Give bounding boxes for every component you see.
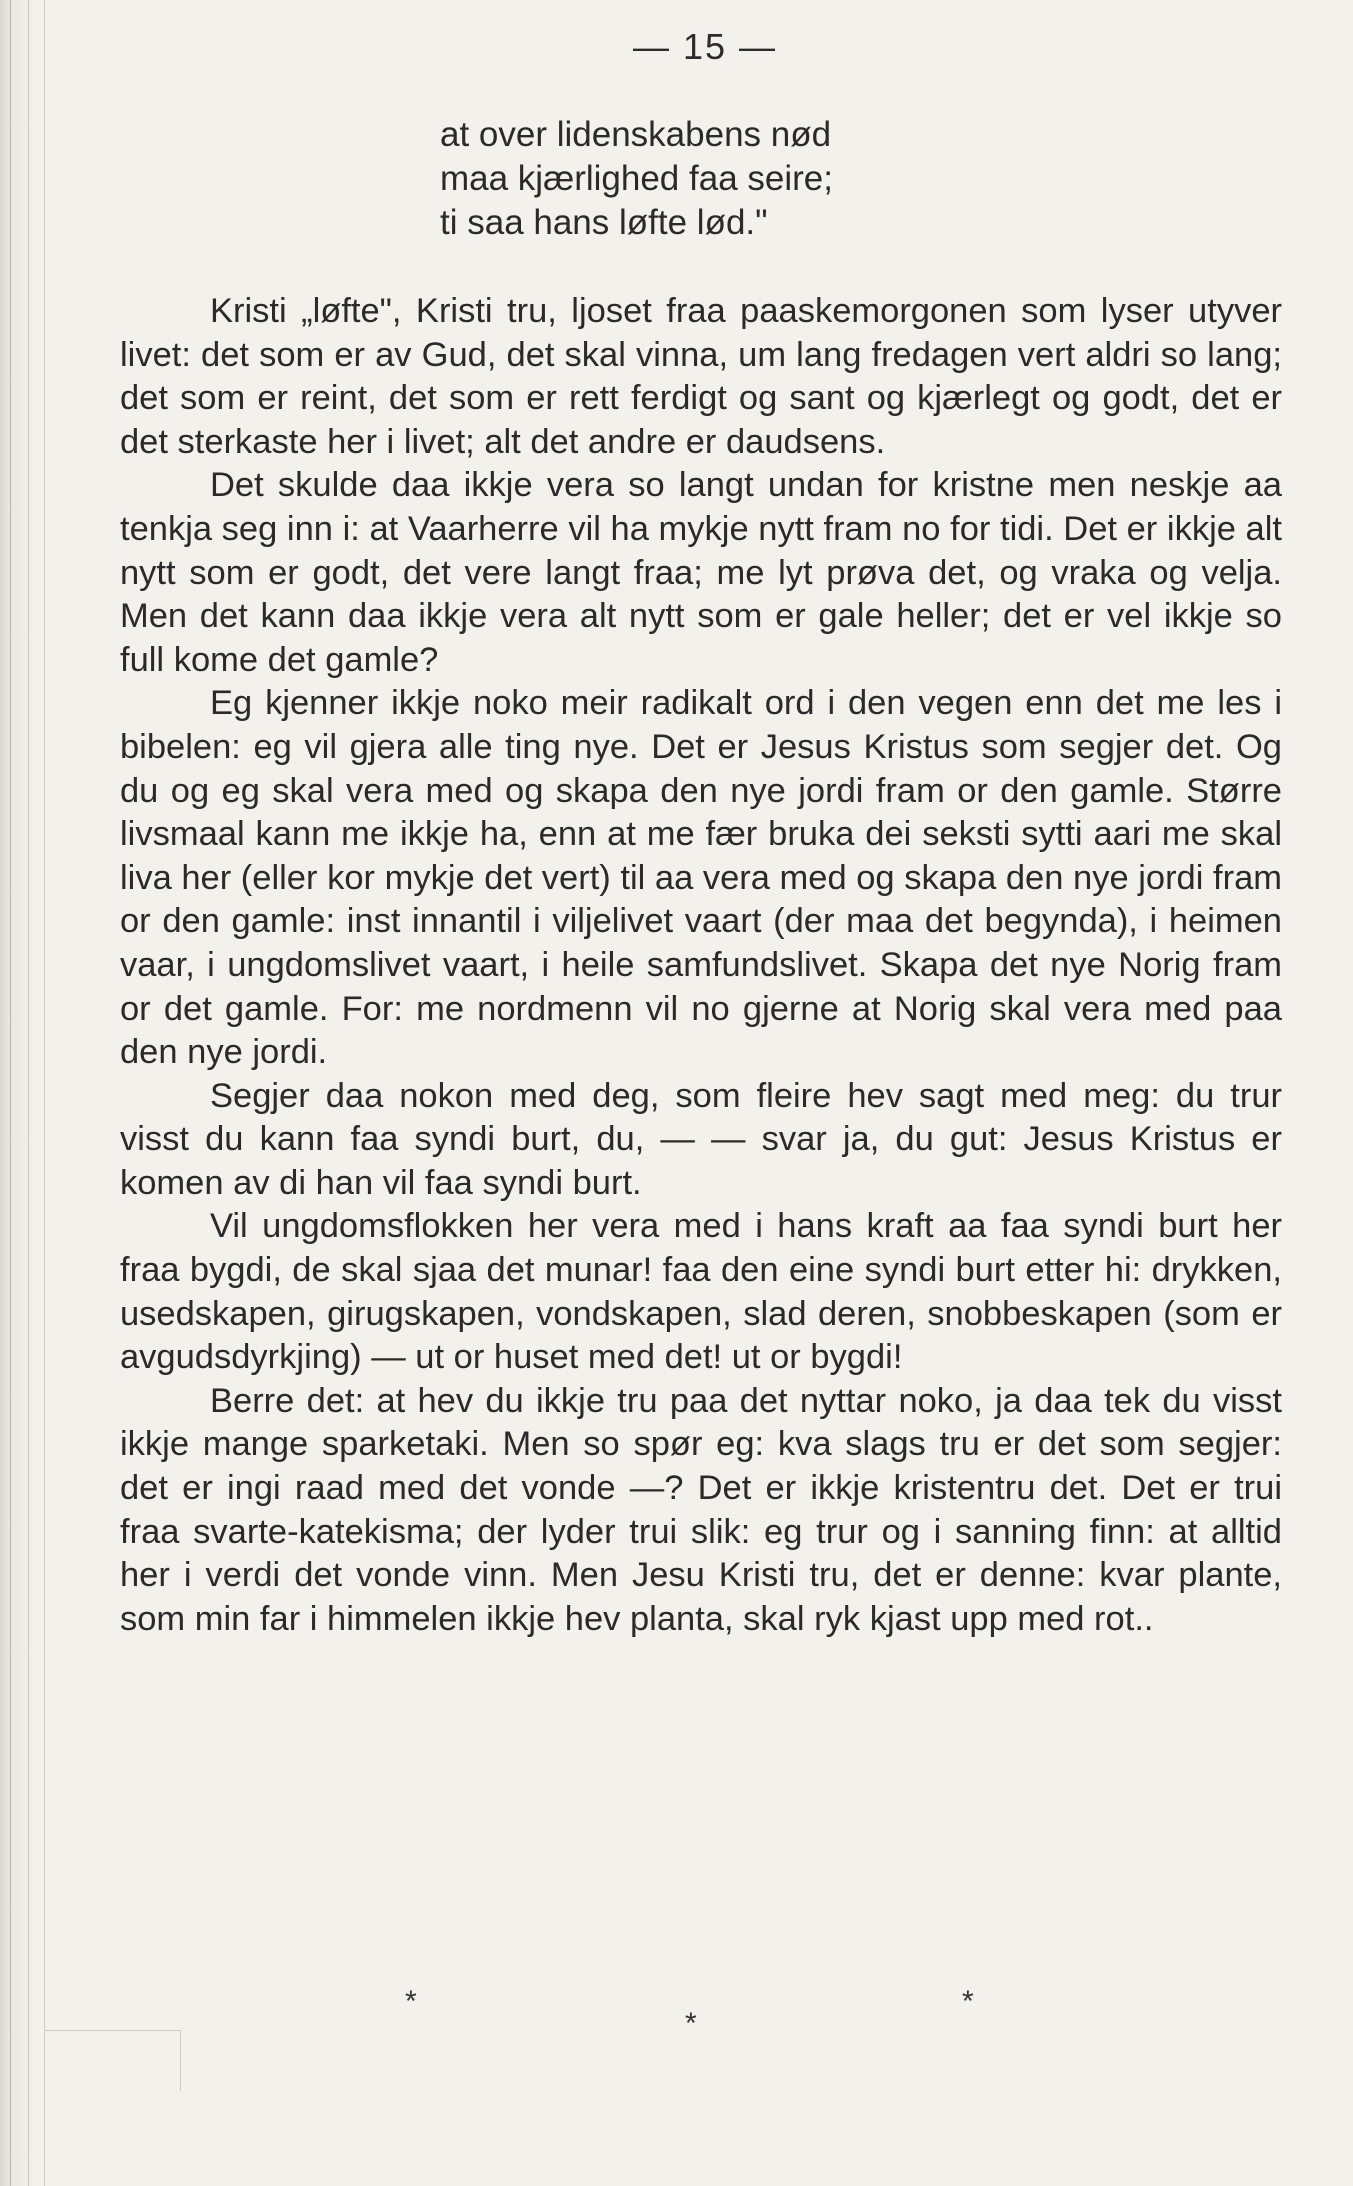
verse-line: ti saa hans løfte lød." bbox=[440, 203, 768, 242]
text-line: neskje aa tenkja seg inn i: at Vaarherre vil ha mykje nytt fram bbox=[120, 466, 1282, 548]
text-line: Vil ungdomsflokken her vera med i hans kraft aa faa syndi bbox=[210, 1207, 1159, 1246]
section-ornament bbox=[0, 1985, 1353, 2045]
text-line: og skapa den nye jordi fram or den gamle. Større livsmaal bbox=[120, 771, 1282, 854]
page-edge-line bbox=[44, 0, 45, 2186]
text-line: kome det gamle? bbox=[173, 640, 439, 679]
text-line: burt her fraa bygdi, de skal sjaa det munar! faa den eine syndi bbox=[120, 1207, 1282, 1290]
verse-line: maa kjærlighed faa seire; bbox=[440, 159, 833, 198]
asterisk-ornament: * bbox=[685, 2007, 697, 2040]
text-line: Eg kjenner ikkje noko meir radikalt ord i den vegen enn bbox=[210, 684, 1096, 723]
paragraph bbox=[120, 290, 1282, 464]
text-line: den nye jordi fram or den gamle: inst innantil i viljelivet vaart bbox=[120, 858, 1282, 941]
text-line: heile samfundslivet. Skapa det nye Norig fram or det gamle. bbox=[120, 945, 1282, 1028]
paragraph bbox=[120, 682, 1282, 1074]
text-line: Berre det: at hev du ikkje tru paa det nyttar noko, ja daa bbox=[210, 1381, 1105, 1420]
verse-block bbox=[440, 113, 833, 245]
text-line: ikkje vera alt nytt som er gale heller; det er vel ikkje so full bbox=[120, 597, 1282, 679]
text-line: deren, snobbeskapen (som er avgudsdyrkjing) — ut or huset bbox=[120, 1294, 1282, 1377]
text-line: kann me ikkje ha, enn at me fær bruka dei seksti sytti aari me bbox=[255, 815, 1221, 854]
page-edge-line bbox=[10, 0, 11, 2186]
text-line: For: me nordmenn vil no gjerne at Norig skal vera med paa bbox=[341, 989, 1282, 1028]
text-line: (der maa det begynda), i heimen vaar, i ungdomslivet vaart, i bbox=[120, 902, 1282, 984]
verse-line: at over lidenskabens nød bbox=[440, 115, 832, 154]
text-line: som min far i himmelen ikkje hev planta, skal ryk bbox=[120, 1599, 861, 1638]
text-line: der lyder trui slik: eg trur og i sanning finn: at alltid her i verdi bbox=[120, 1512, 1282, 1595]
text-line: det me les i bibelen: eg vil gjera alle ting nye. Det er bbox=[120, 684, 1282, 766]
text-line: lyser utyver livet: det som er av Gud, det skal vinna, um lang bbox=[120, 292, 1282, 374]
text-line: livet; alt det andre er daudsens. bbox=[403, 422, 886, 461]
paragraph bbox=[120, 464, 1282, 682]
text-line: Kristi „løfte", Kristi tru, ljoset fraa paaskemorgonen som bbox=[210, 292, 1101, 330]
page-number: — 15 — bbox=[632, 26, 778, 67]
text-line: den nye jordi. bbox=[120, 1033, 328, 1072]
text-line: Det er ikkje kristentru det. Det er trui fraa svarte-katekisma; bbox=[120, 1469, 1282, 1551]
text-line: burt etter hi: drykken, usedskapen, girugskapen, vondskapen, slad bbox=[120, 1251, 1282, 1333]
text-line: skal liva her (eller kor mykje det vert) til aa vera med og skapa bbox=[120, 815, 1283, 897]
text-line: med det! ut or bygdi! bbox=[587, 1338, 903, 1377]
text-line: ferdigt og sant og kjærlegt og godt, det er det sterkaste her i bbox=[120, 379, 1283, 461]
paragraph bbox=[120, 1205, 1282, 1379]
text-line: tek du visst ikkje mange sparketaki. Men so spør eg: kva slags bbox=[120, 1381, 1282, 1464]
text-line: no for tidi. Det er ikkje alt nytt som er godt, det vere langt bbox=[120, 509, 1282, 592]
text-line: tru er det som segjer: det er ingi raad med det vonde —? bbox=[120, 1425, 1282, 1508]
asterisk-ornament: * bbox=[405, 1985, 417, 2018]
body-text bbox=[120, 290, 1282, 1641]
paragraph bbox=[120, 1075, 1282, 1206]
text-line: det vonde vinn. Men Jesu Kristi tru, det er denne: kvar plante, bbox=[294, 1556, 1282, 1595]
text-line: Segjer daa nokon med deg, som fleire hev sagt med meg: bbox=[210, 1076, 1176, 1115]
page-edge-line bbox=[28, 0, 29, 2186]
text-line: fredagen vert aldri so lang; det som er reint, det som er rett bbox=[120, 335, 1282, 418]
text-line: fraa; me lyt prøva det, og vraka og velja. Men det kann daa bbox=[120, 553, 1282, 636]
text-line: gut: Jesus Kristus er komen av di han vil faa syndi burt. bbox=[120, 1120, 1282, 1202]
text-line: Det skulde daa ikkje vera so langt undan for kristne men bbox=[210, 466, 1116, 505]
text-line: kjast upp med rot.. bbox=[869, 1599, 1154, 1638]
text-line: du trur visst du kann faa syndi burt, du, — — svar ja, du bbox=[120, 1076, 1282, 1159]
paragraph bbox=[120, 1380, 1282, 1642]
text-line: Jesus Kristus som segjer det. Og du og eg skal vera med bbox=[120, 727, 1282, 810]
asterisk-ornament: * bbox=[962, 1985, 974, 2018]
